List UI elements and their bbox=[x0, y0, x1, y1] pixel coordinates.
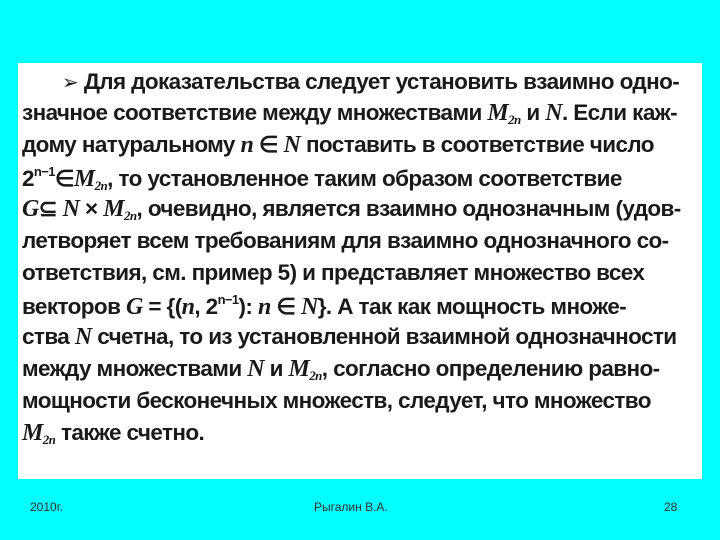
math-superscript: n−1 bbox=[33, 164, 55, 179]
footer-year: 2010г. bbox=[30, 500, 63, 514]
text-fragment: , то установленное таким образом соответствие bbox=[107, 166, 622, 191]
math-var-n: n bbox=[257, 294, 271, 320]
text-panel bbox=[18, 63, 702, 479]
text-line-6 bbox=[22, 228, 669, 254]
text-fragment: и bbox=[269, 356, 283, 381]
arrow-bullet-icon: ➢ bbox=[62, 70, 79, 94]
text-fragment: . Если каж- bbox=[561, 100, 677, 125]
math-brace-open: = {( bbox=[148, 294, 182, 319]
footer-author: Рыгалин В.А. bbox=[314, 500, 388, 514]
math-element-of: ∈ bbox=[258, 132, 278, 157]
text-fragment: значное соответствие между множествами bbox=[22, 100, 482, 125]
math-colon: ): bbox=[238, 294, 253, 319]
text-line-10 bbox=[22, 356, 660, 384]
text-line-11 bbox=[22, 388, 651, 414]
text-line-9 bbox=[22, 324, 677, 351]
math-subscript: 2n bbox=[42, 432, 56, 447]
math-superscript: n−1 bbox=[217, 292, 239, 307]
text-fragment: ответствия, см. пример 5) и представляет множество всех bbox=[22, 260, 645, 285]
math-set-g: G bbox=[22, 196, 39, 222]
math-times: × bbox=[85, 196, 98, 221]
text-line-5 bbox=[22, 196, 681, 224]
text-fragment: поставить в соответствие число bbox=[305, 132, 654, 157]
text-fragment: векторов bbox=[22, 294, 121, 319]
text-fragment: }. А так как мощность множе- bbox=[317, 294, 627, 319]
text-fragment: дому натуральному bbox=[22, 132, 235, 157]
math-subset: ⊆ bbox=[38, 196, 57, 221]
math-set-m: M bbox=[288, 356, 310, 382]
text-fragment: летворяет всем требованиям для взаимно однозначного со- bbox=[22, 228, 669, 253]
math-subscript: 2n bbox=[508, 112, 521, 127]
math-element-of: ∈ bbox=[54, 166, 74, 191]
math-subscript: 2n bbox=[309, 368, 322, 383]
math-set-n: N bbox=[545, 100, 562, 126]
math-set-m: M bbox=[22, 420, 43, 446]
text-fragment: также счетно. bbox=[60, 420, 205, 445]
text-line-8 bbox=[22, 292, 626, 321]
text-fragment: , согласно определению равно- bbox=[321, 356, 660, 381]
text-fragment: Для доказательства следует установить взаимно одно- bbox=[83, 69, 680, 94]
math-set-m: M bbox=[487, 100, 509, 126]
text-line-4 bbox=[22, 164, 622, 194]
math-set-m: M bbox=[73, 166, 95, 192]
math-set-n: N bbox=[74, 324, 92, 350]
math-set-n: N bbox=[62, 196, 80, 222]
text-line-7 bbox=[22, 260, 644, 286]
footer-page-number: 28 bbox=[664, 500, 678, 514]
math-set-n: N bbox=[247, 356, 264, 382]
text-fragment: , очевидно, является взаимно однозначным (удов- bbox=[136, 196, 681, 221]
text-fragment: счетна, то из установленной взаимной однозначности bbox=[97, 324, 677, 349]
math-set-n: N bbox=[283, 132, 301, 158]
math-var-n: n bbox=[240, 132, 254, 158]
text-line-3 bbox=[22, 132, 654, 159]
math-set-g: G bbox=[125, 294, 143, 320]
math-set-n: N bbox=[301, 294, 318, 320]
math-var-n: n bbox=[181, 294, 195, 320]
text-fragment: мощности бесконечных множеств, следует, что множество bbox=[22, 388, 651, 413]
text-line-12 bbox=[22, 420, 204, 448]
math-two: , 2 bbox=[194, 294, 218, 319]
text-fragment: ства bbox=[22, 324, 70, 349]
math-element-of: ∈ bbox=[276, 294, 296, 319]
text-fragment: и bbox=[526, 100, 540, 125]
math-subscript: 2n bbox=[94, 178, 108, 193]
text-fragment: между множествами bbox=[22, 356, 242, 381]
text-line-1 bbox=[62, 69, 679, 95]
math-subscript: 2n bbox=[124, 208, 137, 223]
text-line-2 bbox=[22, 100, 677, 128]
math-set-m: M bbox=[103, 196, 124, 222]
math-two: 2 bbox=[22, 166, 34, 191]
